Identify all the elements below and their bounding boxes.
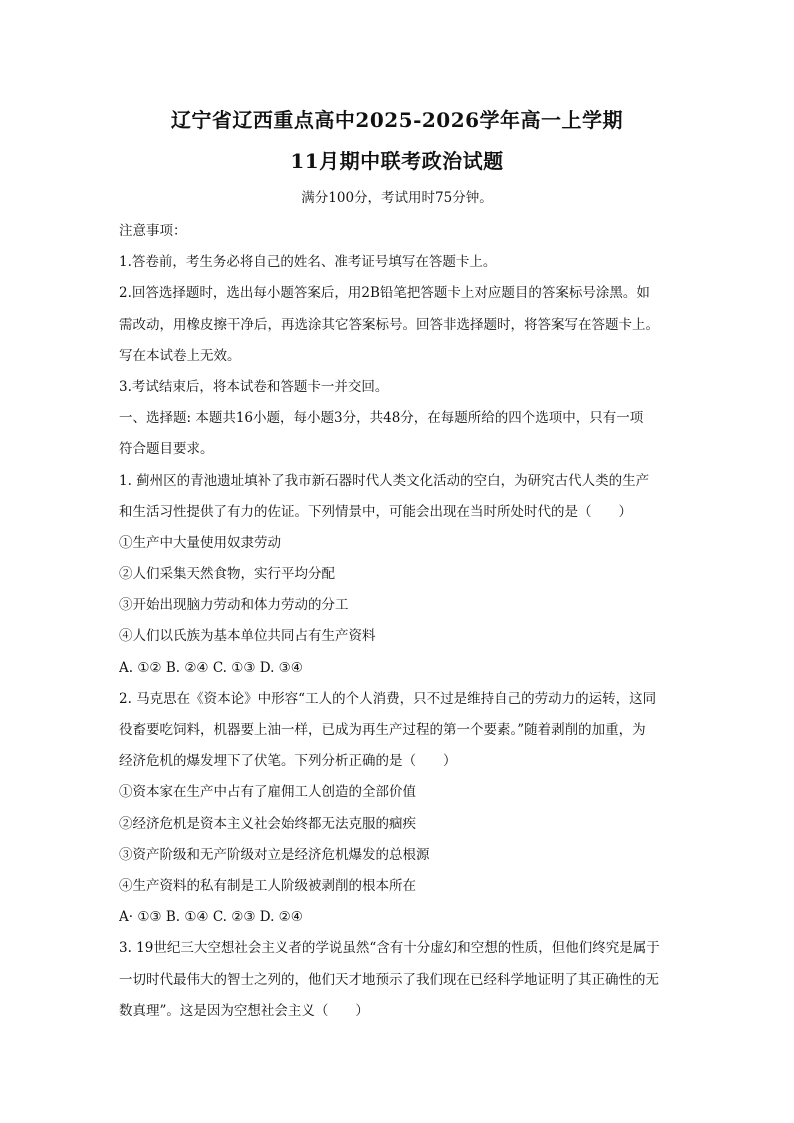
- question-1-option-1: ①生产中大量使用奴隶劳动: [119, 534, 281, 551]
- question-1-stem-line2: 和生活习性提供了有力的佐证。下列情景中，可能会出现在当时所处时代的是（ ）: [119, 503, 632, 520]
- question-3-stem-line3: 数真理”。这是因为空想社会主义（ ）: [119, 1002, 369, 1019]
- section-heading-line1: 一、选择题: 本题共16小题，每小题3分，共48分，在每题所给的四个选项中，只有一项: [119, 410, 644, 427]
- note-item-2-line1: 2.回答选择题时，选出每小题答案后，用2B铅笔把答题卡上对应题目的答案标号涂黑。如: [119, 285, 650, 302]
- question-2-option-3: ③资产阶级和无产阶级对立是经济危机爆发的总根源: [119, 846, 430, 863]
- exam-subtitle: 满分100分，考试用时75分钟。: [301, 190, 493, 206]
- notes-heading: 注意事项：: [119, 223, 187, 239]
- question-1-stem-line1: 1. 蓟州区的青池遗址填补了我市新石器时代人类文化活动的空白，为研究古代人类的生产: [119, 472, 650, 489]
- note-item-2-line3: 写在本试卷上无效。: [119, 347, 241, 364]
- question-1-option-3: ③开始出现脑力劳动和体力劳动的分工: [119, 597, 349, 614]
- exam-title-line2: 11月期中联考政治试题: [290, 149, 504, 173]
- question-2-option-1: ①资本家在生产中占有了雇佣工人创造的全部价值: [119, 784, 416, 801]
- note-item-2-line2: 需改动，用橡皮擦干净后，再选涂其它答案标号。回答非选择题时，将答案写在答题卡上。: [119, 316, 659, 333]
- question-2-option-2: ②经济危机是资本主义社会始终都无法克服的痼疾: [119, 815, 416, 832]
- question-2-stem-line3: 经济危机的爆发埋下了伏笔。下列分析正确的是（ ）: [119, 753, 457, 770]
- question-1-option-2: ②人们采集天然食物，实行平均分配: [119, 566, 335, 583]
- question-2-option-4: ④生产资料的私有制是工人阶级被剥削的根本所在: [119, 877, 416, 894]
- note-item-3: 3.考试结束后，将本试卷和答题卡一并交回。: [119, 378, 389, 395]
- exam-title-line1: 辽宁省辽西重点高中2025-2026学年高一上学期: [170, 108, 624, 132]
- question-2-choices: A· ①③ B. ①④ C. ②③ D. ②④: [119, 909, 303, 926]
- question-3-stem-line1: 3. 19世纪三大空想社会主义者的学说虽然“含有十分虚幻和空想的性质，但他们终究是属于: [119, 940, 660, 957]
- question-1-option-4: ④人们以氏族为基本单位共同占有生产资料: [119, 628, 376, 645]
- question-2-stem-line1: 2. 马克思在《资本论》中形容“工人的个人消费，只不过是维持自己的劳动力的运转，这同: [119, 690, 657, 707]
- section-heading-line2: 符合题目要求。: [119, 441, 214, 458]
- note-item-1: 1.答卷前，考生务必将自己的姓名、准考证号填写在答题卡上。: [119, 254, 497, 271]
- question-1-choices: A. ①② B. ②④ C. ①③ D. ③④: [119, 659, 303, 676]
- exam-body: [119, 216, 684, 1027]
- question-2-stem-line2: 役畜要吃饲料，机器要上油一样，已成为再生产过程的第一个要素。”随着剥削的加重，为: [119, 722, 646, 738]
- question-3-stem-line2: 一切时代最伟大的智士之列的，他们天才地预示了我们现在已经科学地证明了其正确性的无: [119, 971, 659, 988]
